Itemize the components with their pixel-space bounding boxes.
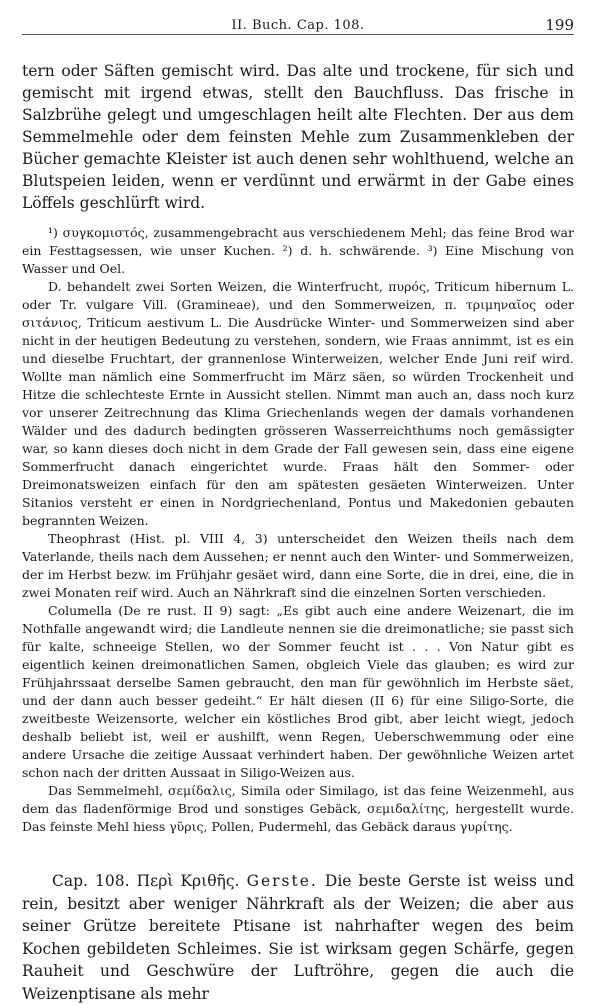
book-page <box>22 0 574 1005</box>
chapter-number: Cap. 108. <box>52 872 130 890</box>
page-header <box>22 0 574 35</box>
footnotes <box>22 224 574 836</box>
running-head: II. Buch. Cap. 108. <box>231 18 365 33</box>
chapter-title: Gerste. <box>246 872 318 890</box>
commentary-paragraph: Das Semmelmehl, σεμίδαλις, Simila oder Similago, ist das feine Weizenmehl, aus dem das fladenförmige Brod und sonstiges Gebäck, σεμιδαλίτης, hergestellt wurde. Das feinste Mehl hiess γῦρις, Pollen, Pudermehl, das Gebäck daraus γυρίτης. <box>22 783 574 834</box>
commentary-paragraph: D. behandelt zwei Sorten Weizen, die Winterfrucht, πυρός, Triticum hibernum L. oder Tr. vulgare Vill. (Gramineae), und den Sommerweizen, π. τριμηναῖος oder σιτάνιος, Triticum aestivum L. Die Ausdrücke Winter- und Sommerweizen sind aber nicht in der heutigen Bedeutung zu verstehen, sondern, wie Fraas annimmt, ist es ein und dieselbe Fruchtart, der grannenlose Winterweizen, welcher Ende Juni reif wird. Wollte man nämlich eine Sommerfrucht im März säen, so würden Trockenheit und Hitze die schlechteste Ernte in Aussicht stellen. Nimmt man auch an, dass noch kurz vor unserer Zeitrechnung das Klima Griechenlands wegen der damals vorhandenen Wälder und des dadurch bedingten grösseren Wasserreichthums noch gemässigter war, so kann dieses doch nicht in dem Grade der Fall gewesen sein, dass eine eigene Sommerfrucht danach eingerichtet wurde. Fraas hält den Sommer- oder Dreimonatsweizen einfach für den am spätesten gesäeten Winterweizen. Unter Sitanios versteht er einen in Nordgriechenland, Pontus und Makedonien gebauten begrannten Weizen. <box>22 279 574 528</box>
commentary-paragraph: Columella (De re rust. II 9) sagt: „Es gibt auch eine andere Weizenart, die im Nothfalle angewandt wird; die Landleute nennen sie die dreimonatliche; sie passt sich für kalte, schneeige Stellen, wo der Sommer feucht ist . . . Von Natur gibt es eigentlich keinen dreimonatlichen Samen, obgleich Viele das glauben; es wird zur Frühjahrssaat derselbe Samen gebraucht, den man für gewöhnlich im Herbste säet, und der dann auch besser gedeiht.“ Er hält diesen (II 6) für eine Siligo-Sorte, die zweitbeste Weizensorte, welcher ein köstliches Brod gibt, aber leicht wiegt, jedoch deshalb beliebt ist, weil er aushilft, wenn Regen, Ueberschwemmung oder eine andere Ursache die zeitige Aussaat verhindert haben. Der gewöhnliche Weizen artet schon nach der dritten Aussaat in Siligo-Weizen aus. <box>22 603 574 780</box>
chapter-greek-title: Περὶ Κριθῆς. <box>136 872 240 890</box>
chapter-section <box>22 870 574 1005</box>
commentary-paragraph: Theophrast (Hist. pl. VIII 4, 3) unterscheidet den Weizen theils nach dem Vaterlande, theils nach dem Aussehen; er nennt auch den Winter- und Sommerweizen, der im Herbst bezw. im Frühjahr gesäet wird, dann eine Sorte, die in drei, eine, die in zwei Monaten reif wird. Auch an Nährkraft sind die einzelnen Sorten verschieden. <box>22 531 574 600</box>
chapter-text: Die beste Gerste ist weiss und rein, besitzt aber weniger Nährkraft als der Weizen; die aber aus seiner Grütze bereitete Ptisane ist nahrhafter wegen des beim Kochen gebildeten Schleimes. Sie ist wirksam gegen Schärfe, gegen Rauheit und Geschwüre der Luftröhre, gegen die auch die Weizenptisane als mehr <box>22 872 574 1003</box>
footnote-paragraph: ¹) συγκομιστός, zusammengebracht aus verschiedenem Mehl; das feine Brod war ein Festtagsessen, wie unser Kuchen. ²) d. h. schwärende. ³) Eine Mischung von Wasser und Oel. <box>22 225 574 276</box>
main-text <box>22 60 574 214</box>
main-paragraph: tern oder Säften gemischt wird. Das alte und trockene, für sich und gemischt mit irgend etwas, stellt den Bauchfluss. Das frische in Salzbrühe gelegt und umgeschlagen heilt alte Flechten. Der aus dem Semmelmehle oder dem feinsten Mehle zum Zusammenkleben der Bücher gemachte Kleister ist auch denen sehr wohlthuend, welche an Blutspeien leiden, wenn er verdünnt und erwärmt in der Gabe eines Löffels geschlürft wird. <box>22 62 574 212</box>
page-number: 199 <box>545 16 574 34</box>
chapter-paragraph <box>22 870 574 1005</box>
